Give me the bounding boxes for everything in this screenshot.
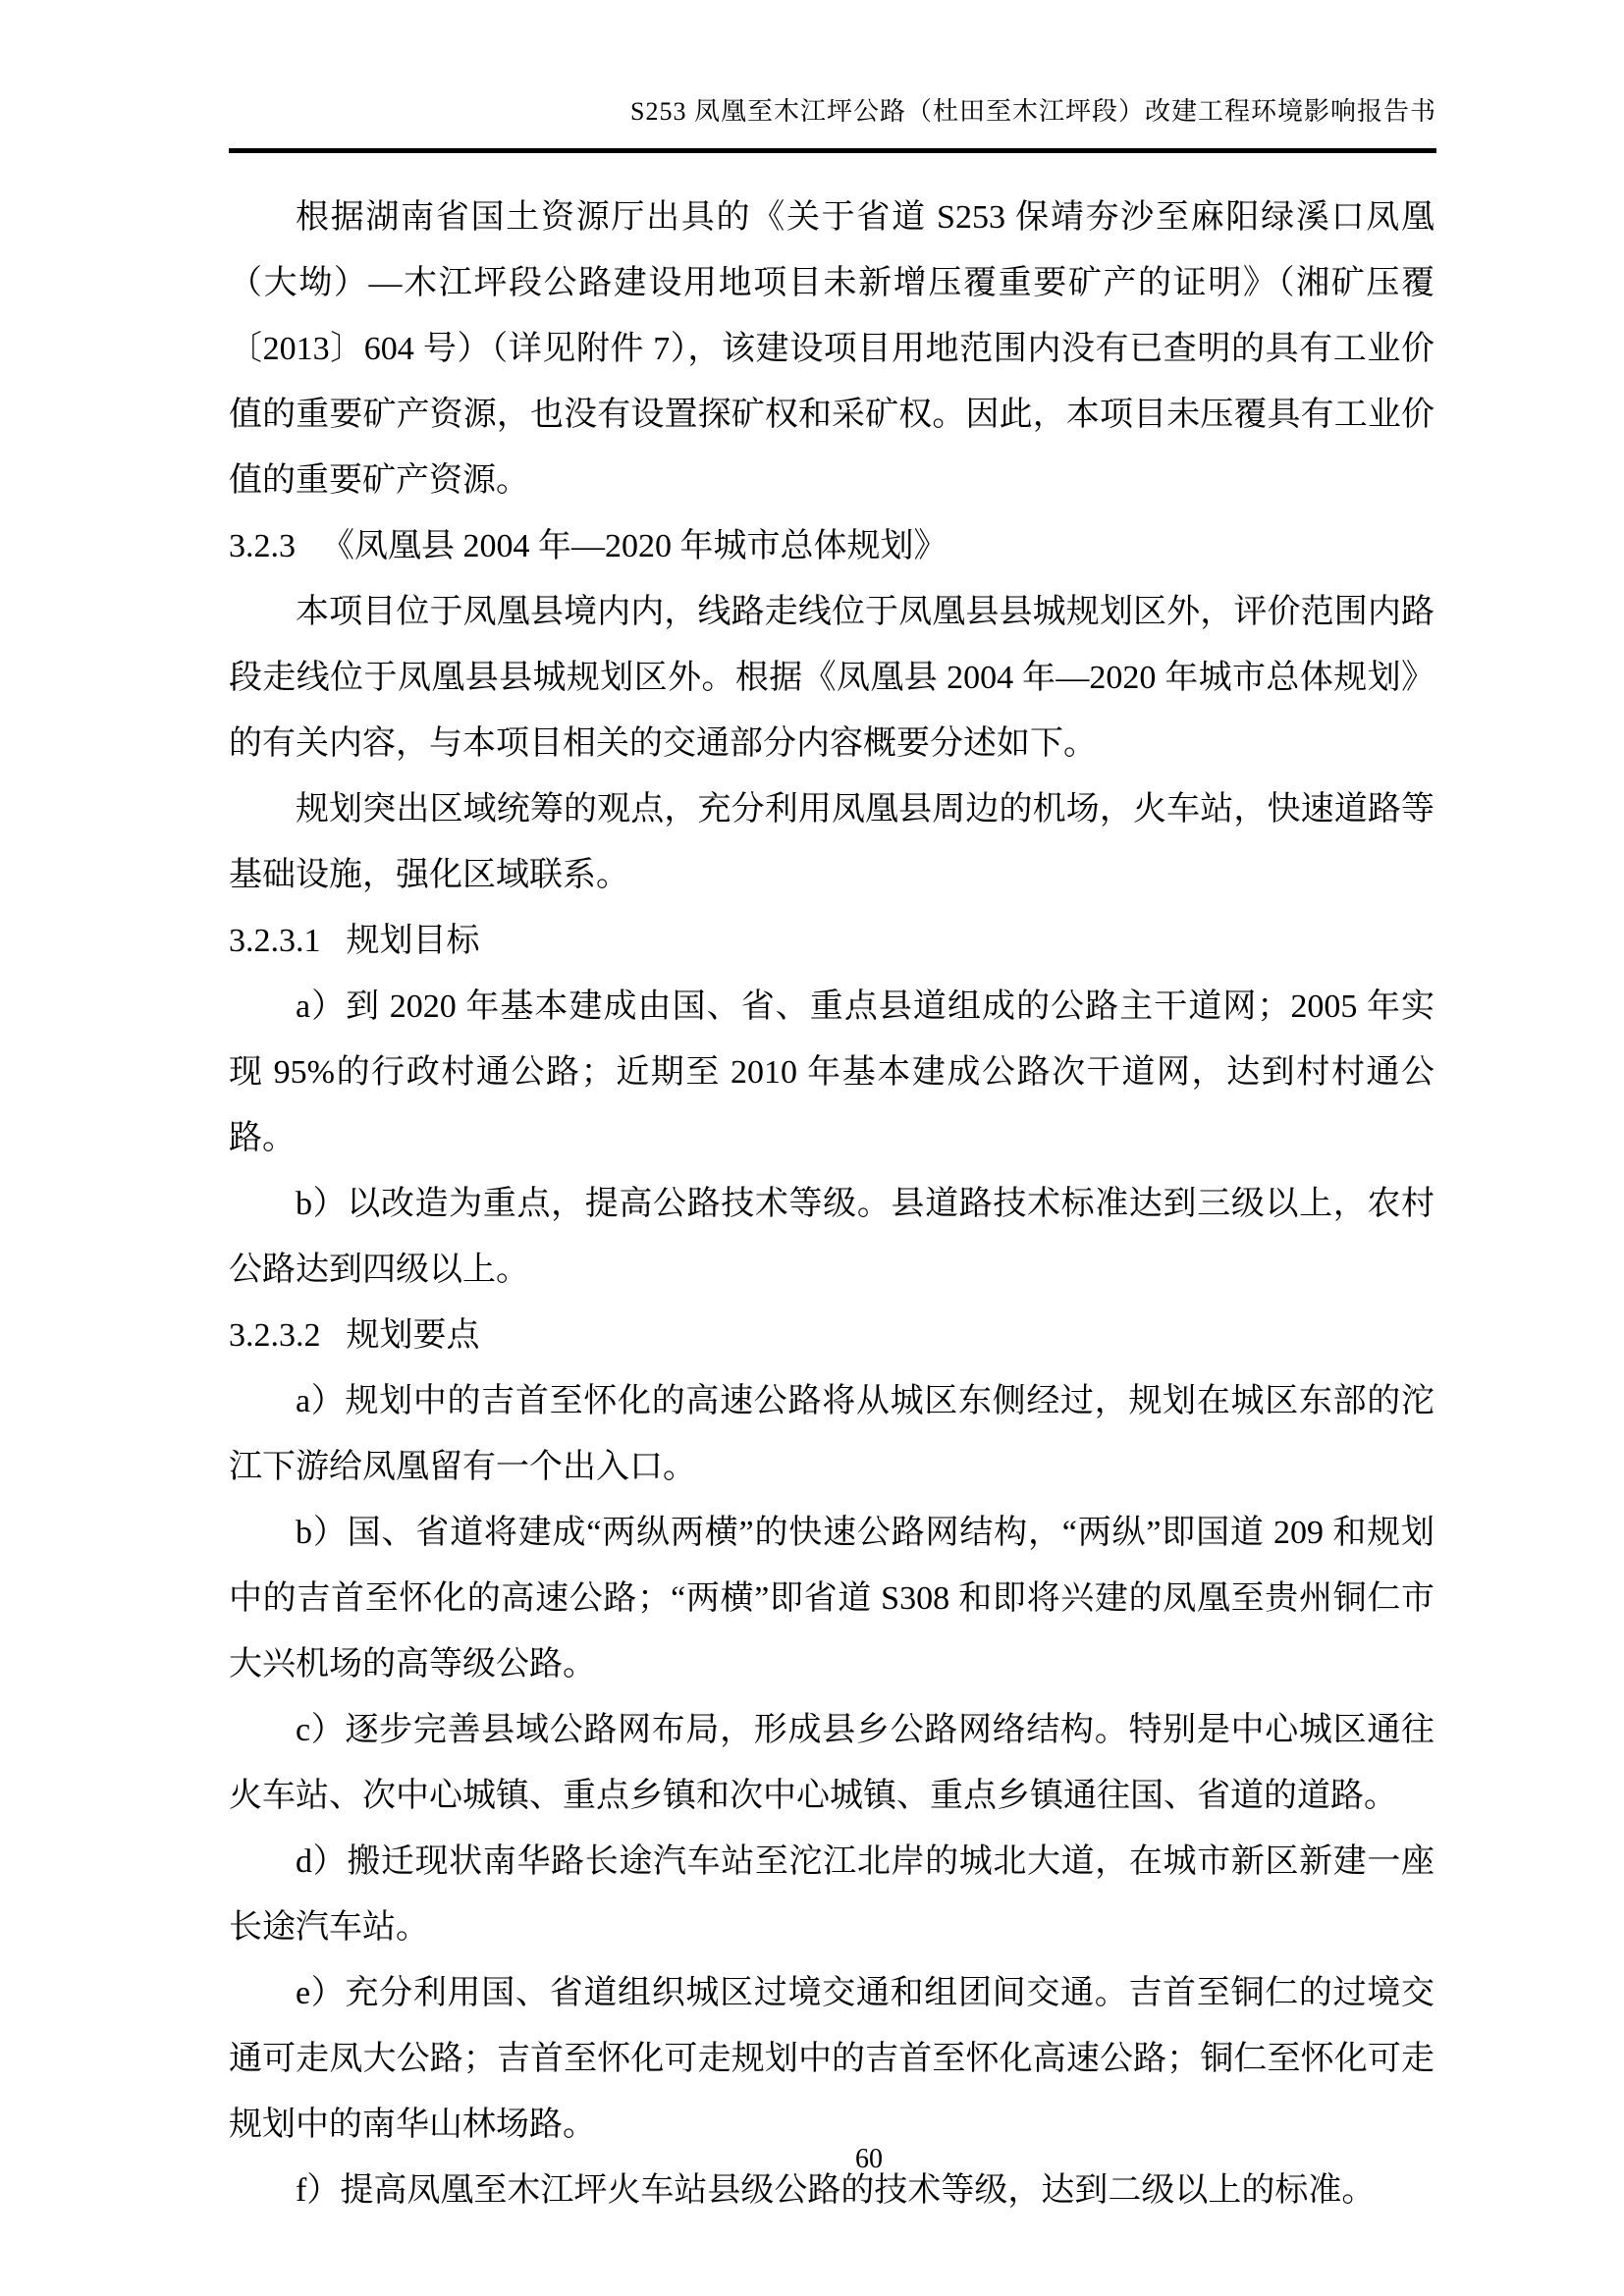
paragraph-point-c: c）逐步完善县域公路网布局，形成县乡公路网络结构。特别是中心城区通往火车站、次中心城镇、重点乡镇和次中心城镇、重点乡镇通往国、省道的道路。	[229, 1712, 1435, 1814]
paragraph-point-d: d）搬迁现状南华路长途汽车站至沱江北岸的城北大道，在城市新区新建一座长途汽车站。	[229, 1843, 1435, 1946]
paragraph-point-e: e）充分利用国、省道组织城区过境交通和组团间交通。吉首至铜仁的过境交通可走凤大公路；吉首至怀化可走规划中的吉首至怀化高速公路；铜仁至怀化可走规划中的南华山林场路。	[229, 1975, 1435, 2143]
heading-number: 3.2.3	[229, 528, 296, 564]
running-header-title: S253 凤凰至木江坪公路（杜田至木江坪段）改建工程环境影响报告书	[630, 97, 1436, 126]
section-heading-3-2-3-2	[229, 1303, 1435, 1368]
paragraph-project-location: 本项目位于凤凰县境内内，线路走线位于凤凰县县城规划区外，评价范围内路段走线位于凤凰县县城规划区外。根据《凤凰县 2004 年—2020 年城市总体规划》的有关内容，与本项目相关的交通部分内容概要分述如下。	[229, 594, 1435, 762]
paragraph-mineral-certificate: 根据湖南省国土资源厅出具的《关于省道 S253 保靖夯沙至麻阳绿溪口凤凰（大坳）—木江坪段公路建设用地项目未新增压覆重要矿产的证明》（湘矿压覆〔2013〕604 号）（详见附件 7），该建设项目用地范围内没有已查明的具有工业价值的重要矿产资源，也没有设置探矿权和采矿权。因此，本项目未压覆具有工业价值的重要矿产资源。	[229, 199, 1435, 499]
heading-title: 规划要点	[346, 1317, 480, 1354]
paragraph-goal-a: a）到 2020 年基本建成由国、省、重点县道组成的公路主干道网；2005 年实现 95%的行政村通公路；近期至 2010 年基本建成公路次干道网，达到村村通公路。	[229, 988, 1435, 1156]
heading-title: 《凤凰县 2004 年—2020 年城市总体规划》	[321, 528, 947, 564]
page-header	[229, 96, 1436, 128]
section-heading-3-2-3	[229, 513, 1435, 579]
page-footer	[250, 2143, 1488, 2176]
heading-number: 3.2.3.2	[229, 1317, 321, 1354]
section-heading-3-2-3-1	[229, 908, 1435, 974]
heading-number: 3.2.3.1	[229, 923, 321, 959]
paragraph-point-a: a）规划中的吉首至怀化的高速公路将从城区东侧经过，规划在城区东部的沱江下游给凤凰留有一个出入口。	[229, 1383, 1435, 1485]
heading-title: 规划目标	[346, 923, 480, 959]
paragraph-planning-overview: 规划突出区域统筹的观点，充分利用凤凰县周边的机场，火车站，快速道路等基础设施，强化区域联系。	[229, 791, 1435, 893]
paragraph-point-b: b）国、省道将建成“两纵两横”的快速公路网结构，“两纵”即国道 209 和规划中的吉首至怀化的高速公路；“两横”即省道 S308 和即将兴建的凤凰至贵州铜仁市大兴机场的高等级公路。	[229, 1515, 1435, 1682]
header-rule	[229, 148, 1436, 153]
document-body	[229, 185, 1435, 2223]
paragraph-point-f: f）提高凤凰至木江坪火车站县级公路的技术等级，达到二级以上的标准。	[296, 2172, 1376, 2209]
paragraph-goal-b: b）以改造为重点，提高公路技术等级。县道路技术标准达到三级以上，农村公路达到四级以上。	[229, 1186, 1435, 1288]
page-number: 60	[855, 2144, 883, 2174]
